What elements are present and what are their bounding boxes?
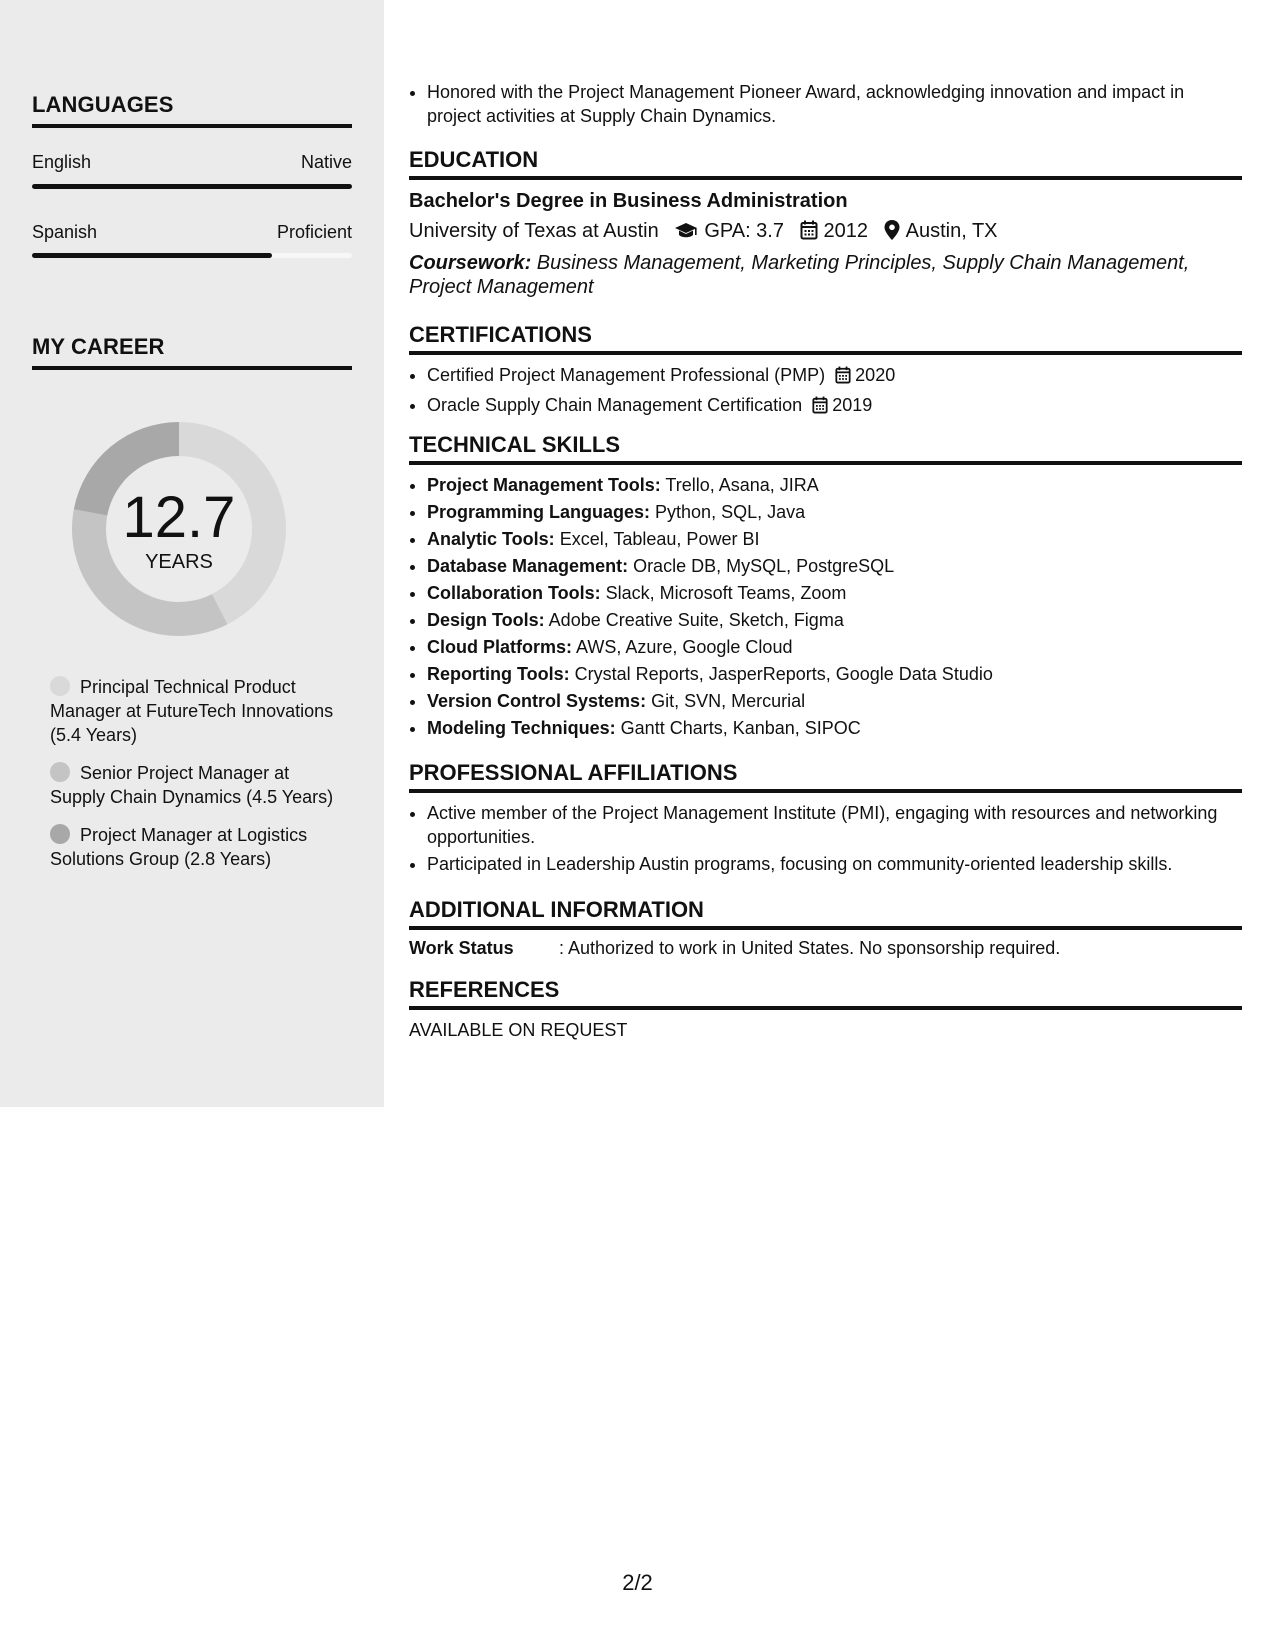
career-title: MY CAREER [32, 334, 352, 370]
skill-label: Cloud Platforms: [427, 637, 573, 657]
affiliation-item: • Active member of the Project Management Institute (PMI), engaging with resources and networking opportunities. [427, 801, 1242, 849]
skill-label: Database Management: [427, 556, 629, 576]
additional-info-section [409, 896, 1242, 960]
work-status-label: Work Status [409, 938, 514, 958]
skill-label: Project Management Tools: [427, 475, 661, 495]
affiliations-list [409, 801, 1242, 876]
calendar-icon [835, 366, 851, 390]
certifications-section [409, 321, 1242, 423]
career-legend-item [50, 823, 340, 871]
career-legend-item [50, 761, 340, 809]
references-title: REFERENCES [409, 976, 1242, 1010]
language-level: Native [300, 152, 352, 172]
skill-item [427, 500, 1242, 524]
page-number: 2/2 [622, 1570, 653, 1595]
coursework-label: Coursework: [409, 252, 532, 274]
award-list [409, 80, 1242, 128]
career-legend [50, 675, 340, 885]
skill-item [427, 473, 1242, 497]
language-bar-english [32, 184, 352, 189]
skill-label: Programming Languages: [427, 502, 651, 522]
language-name: English [32, 152, 92, 172]
languages-title: LANGUAGES [32, 92, 352, 128]
calendar-icon [800, 220, 818, 247]
skill-label: Design Tools: [427, 610, 545, 630]
career-donut-chart [66, 416, 292, 642]
skill-label: Analytic Tools: [427, 529, 555, 549]
certification-year: 2019 [832, 395, 873, 415]
career-legend-item [50, 675, 340, 747]
skill-item [427, 662, 1242, 686]
skill-value: Python, SQL, Java [650, 502, 806, 522]
skill-value: Trello, Asana, JIRA [660, 475, 819, 495]
work-status-value: : Authorized to work in United States. No sponsorship required. [559, 938, 1061, 958]
skill-label: Version Control Systems: [427, 691, 647, 711]
affiliation-item: • Participated in Leadership Austin programs, focusing on community-oriented leadership skills. [427, 852, 1242, 876]
education-section [409, 146, 1242, 299]
skill-value: Excel, Tableau, Power BI [554, 529, 760, 549]
certification-year: 2020 [855, 365, 896, 385]
certifications-title: CERTIFICATIONS [409, 321, 1242, 355]
skill-item [427, 635, 1242, 659]
education-gpa: GPA: 3.7 [704, 220, 784, 242]
language-row-english [32, 151, 352, 173]
language-bar-fill [32, 253, 272, 258]
skill-label: Collaboration Tools: [427, 583, 601, 603]
certification-name: Oracle Supply Chain Management Certification [427, 395, 803, 415]
work-status-row [409, 936, 1242, 960]
skill-value: Crystal Reports, JasperReports, Google Data Studio [569, 664, 993, 684]
map-pin-icon [884, 220, 900, 247]
skill-value: Slack, Microsoft Teams, Zoom [600, 583, 847, 603]
education-year: 2012 [823, 220, 869, 242]
award-section [409, 80, 1242, 131]
career-legend-label: Principal Technical Product Manager at FutureTech Innovations (5.4 Years) [50, 677, 334, 745]
education-meta [409, 218, 1242, 247]
skill-value: Gantt Charts, Kanban, SIPOC [615, 718, 861, 738]
references-text: AVAILABLE ON REQUEST [409, 1020, 628, 1040]
education-location: Austin, TX [905, 220, 998, 242]
education-title: EDUCATION [409, 146, 1242, 180]
education-coursework [409, 251, 1242, 299]
skill-item [427, 608, 1242, 632]
sidebar [0, 0, 384, 1107]
affiliations-section [409, 759, 1242, 879]
language-row-spanish [32, 221, 352, 243]
technical-skills-section [409, 431, 1242, 743]
certification-name: Certified Project Management Professional (PMP) [427, 365, 826, 385]
skill-value: Adobe Creative Suite, Sketch, Figma [544, 610, 844, 630]
skill-label: Modeling Techniques: [427, 718, 616, 738]
language-level: Proficient [276, 222, 352, 242]
skill-item [427, 716, 1242, 740]
education-school: University of Texas at Austin [409, 220, 659, 242]
additional-info-title: ADDITIONAL INFORMATION [409, 896, 1242, 930]
skill-value: Git, SVN, Mercurial [646, 691, 806, 711]
graduation-cap-icon [674, 221, 698, 247]
language-bar-spanish [32, 253, 352, 258]
certifications-list [409, 363, 1242, 420]
coursework-list: Business Management, Marketing Principles, Supply Chain Management, Project Management [409, 252, 1190, 298]
career-years-unit: YEARS [145, 551, 213, 573]
skill-item [427, 527, 1242, 551]
technical-skills-title: TECHNICAL SKILLS [409, 431, 1242, 465]
certification-item [427, 393, 1242, 420]
language-bar-fill [32, 184, 352, 189]
calendar-icon [812, 396, 828, 420]
education-degree: Bachelor's Degree in Business Administration [409, 190, 848, 212]
skill-item [427, 689, 1242, 713]
legend-swatch [50, 762, 70, 782]
skill-item [427, 554, 1242, 578]
affiliations-title: PROFESSIONAL AFFILIATIONS [409, 759, 1242, 793]
skill-item [427, 581, 1242, 605]
legend-swatch [50, 824, 70, 844]
language-name: Spanish [32, 222, 98, 242]
references-section [409, 976, 1242, 1042]
skill-value: AWS, Azure, Google Cloud [572, 637, 793, 657]
technical-skills-list [409, 473, 1242, 740]
career-legend-label: Senior Project Manager at Supply Chain Dynamics (4.5 Years) [50, 763, 334, 807]
award-item: • Honored with the Project Management Pioneer Award, acknowledging innovation and impact in project activities at Supply Chain Dynamics. [427, 80, 1242, 128]
career-total-years: 12.7 [122, 485, 236, 550]
legend-swatch [50, 676, 70, 696]
certification-item [427, 363, 1242, 390]
skill-value: Oracle DB, MySQL, PostgreSQL [628, 556, 895, 576]
skill-label: Reporting Tools: [427, 664, 570, 684]
career-legend-label: Project Manager at Logistics Solutions Group (2.8 Years) [50, 825, 308, 869]
